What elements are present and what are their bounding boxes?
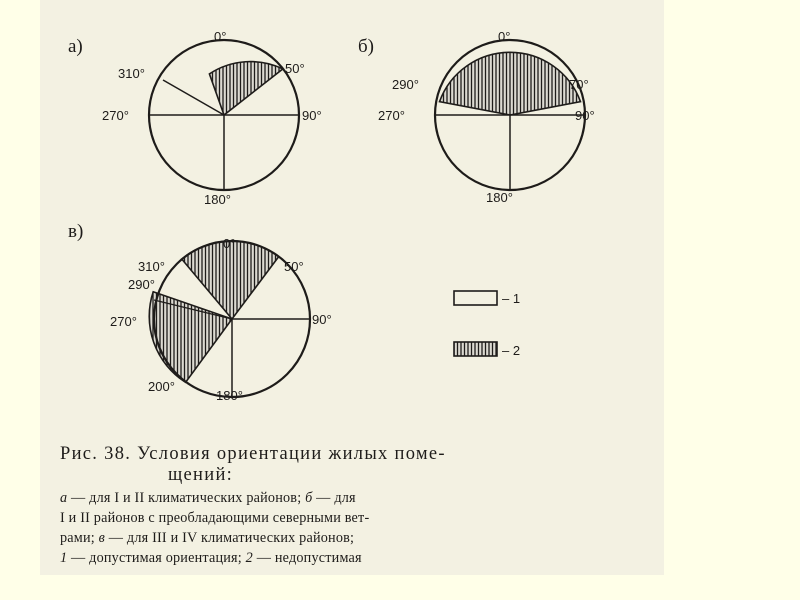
legend-hatched-swatch [454,342,497,356]
panel-c-label-180: 180° [216,388,243,403]
panel-b-label-270: 270° [378,108,405,123]
panel-a-label-180: 180° [204,192,231,207]
legend-label-2: – 2 [502,343,521,358]
panel-c-label-200: 200° [148,379,175,394]
panel-a-label-90: 90° [302,108,322,123]
panel-b-label-290: 290° [392,77,419,92]
caption-line: рами; в — для III и IV климатических районов; [60,530,355,546]
panel-b-label-90: 90° [575,108,595,123]
caption-title [60,444,660,486]
panel-c-label-0: 0° [223,236,236,251]
caption-title-line-1: Рис. 38. Условия ориентации жилых поме- [60,444,446,464]
panel-b-label-180: 180° [486,190,513,205]
panel-c [68,221,332,403]
figure-scan [40,0,664,575]
caption-line: I и II районов с преобладающими северными вет- [60,510,370,526]
panel-b-label-70: 70° [569,77,589,92]
caption-line: а — для I и II климатических районов; б — для [60,490,356,506]
panel-a-hatched-sector [209,62,283,115]
panel-c-label-90: 90° [312,312,332,327]
legend [454,291,520,358]
panel-a-label-310: 310° [118,66,145,81]
panel-c-letter: в) [68,221,84,242]
panel-a [68,29,322,207]
panel-b-letter: б) [358,36,374,57]
orientation-diagrams [40,0,664,440]
panel-a-letter: а) [68,36,83,57]
caption-title-line-2: щений: [168,465,234,485]
figure-caption [60,444,660,568]
panel-a-label-50: 50° [285,61,305,76]
panel-b [358,29,595,205]
panel-a-label-270: 270° [102,108,129,123]
panel-b-hatched-sector [440,52,581,115]
panel-b-label-0: 0° [498,29,511,44]
legend-label-1: – 1 [502,291,521,306]
panel-a-label-0: 0° [214,29,227,44]
caption-line: 1 — допустимая ориентация; 2 — недопустимая [60,550,362,566]
caption-body [60,488,660,568]
legend-plain-swatch [454,291,497,305]
panel-c-label-50: 50° [284,259,304,274]
panel-c-label-270: 270° [110,314,137,329]
panel-c-label-310: 310° [138,259,165,274]
panel-c-label-290: 290° [128,277,155,292]
